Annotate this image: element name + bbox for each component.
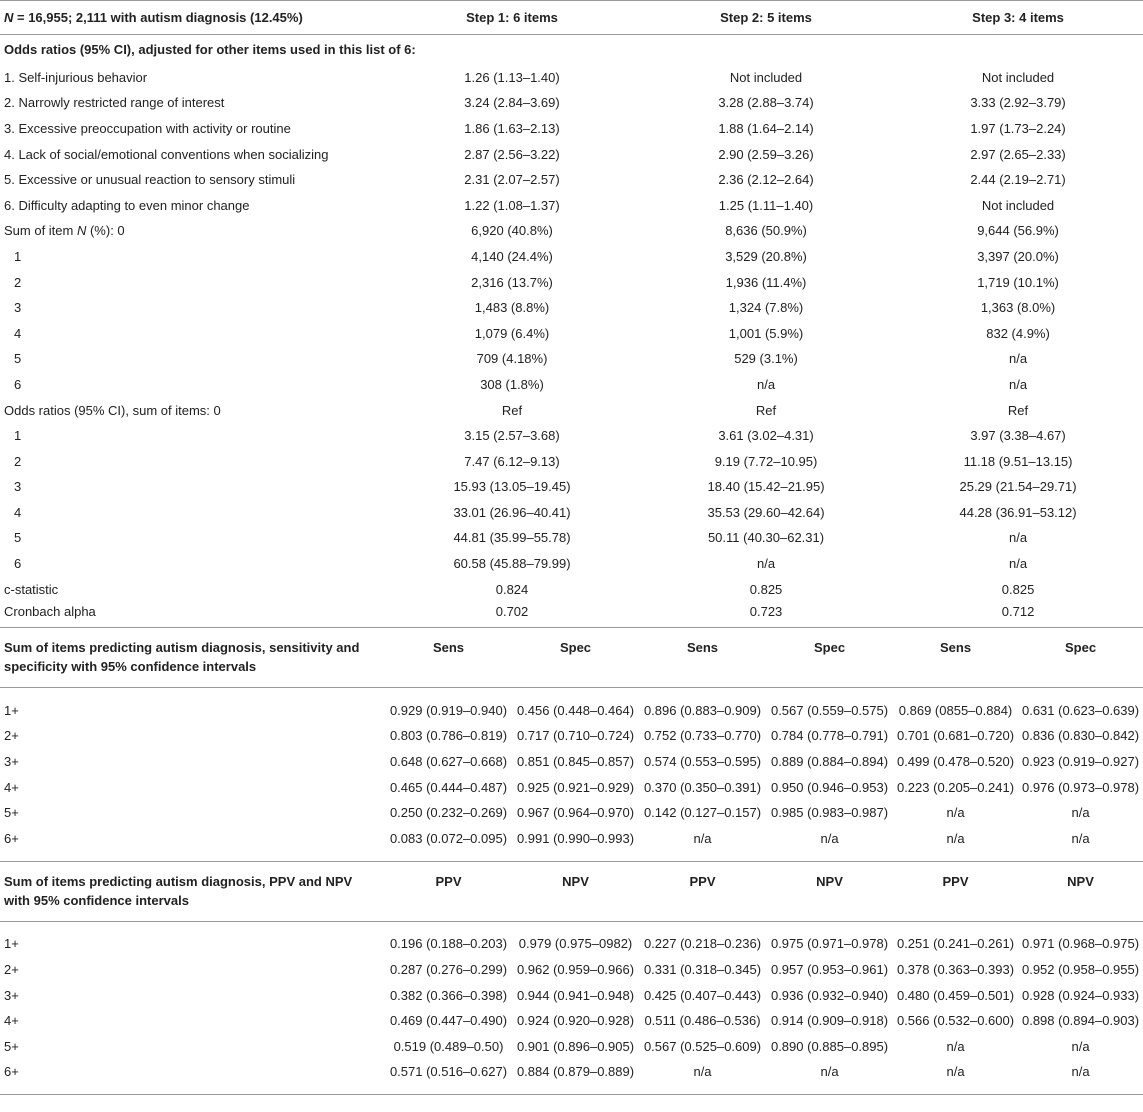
row-label: 4+: [4, 1013, 19, 1029]
cell-value: 0.648 (0.627–0.668): [389, 754, 508, 770]
cell-value: 0.574 (0.553–0.595): [643, 754, 762, 770]
section-end-line: [0, 851, 1143, 861]
cell-value: 0.971 (0.968–0.975): [1021, 936, 1140, 952]
spacer-row: [0, 688, 1143, 698]
row-label: 4: [14, 504, 22, 520]
row-label: 6. Difficulty adapting to even minor change: [4, 197, 250, 213]
column-header: PPV: [385, 861, 512, 921]
cell-value: 0.957 (0.953–0.961): [770, 962, 889, 978]
step2-value: 3,529 (20.8%): [725, 248, 807, 264]
cell-value: 0.456 (0.448–0.464): [516, 702, 635, 718]
cell-value: 0.901 (0.896–0.905): [516, 1038, 635, 1054]
column-header: Spec: [512, 628, 639, 688]
cell-value: 0.784 (0.778–0.791): [770, 728, 889, 744]
step2-value: 1,001 (5.9%): [728, 325, 804, 341]
cell-value: 0.227 (0.218–0.236): [643, 936, 762, 952]
step1-value: 308 (1.8%): [480, 376, 544, 392]
column-header: Spec: [1018, 628, 1143, 688]
cell-value: 0.991 (0.990–0.993): [516, 830, 635, 846]
cell-value: 0.896 (0.883–0.909): [643, 702, 762, 718]
item-row: [0, 167, 1143, 193]
item-row: [0, 116, 1143, 142]
row-label: 1+: [4, 702, 19, 718]
step3-value: 3.33 (2.92–3.79): [970, 95, 1066, 111]
cell-value: 0.851 (0.845–0.857): [516, 754, 635, 770]
cell-value: n/a: [1071, 1038, 1090, 1054]
cell-value: 0.923 (0.919–0.927): [1021, 754, 1140, 770]
step2-value: 35.53 (29.60–42.64): [707, 504, 825, 520]
cell-value: 0.952 (0.958–0.955): [1021, 962, 1140, 978]
cell-value: 0.567 (0.525–0.609): [643, 1038, 762, 1054]
step3-value: Not included: [981, 197, 1055, 213]
sum-n-row: [0, 372, 1143, 398]
step2-value: Ref: [755, 402, 777, 418]
ppv-npv-row: [0, 1059, 1143, 1085]
step2-value: 8,636 (50.9%): [725, 223, 807, 239]
step3-value: 2.44 (2.19–2.71): [970, 172, 1066, 188]
section-end-row: [0, 1085, 1143, 1095]
cell-value: 0.898 (0.894–0.903): [1021, 1013, 1140, 1029]
row-label: 3: [14, 300, 22, 316]
step3-value: 3.97 (3.38–4.67): [970, 428, 1066, 444]
cell-value: 0.631 (0.623–0.639): [1021, 702, 1140, 718]
step3-header: Step 3: 4 items: [893, 1, 1143, 35]
cell-value: n/a: [946, 805, 965, 821]
row-label: 6+: [4, 1064, 19, 1080]
step1-value: 2.31 (2.07–2.57): [464, 172, 560, 188]
step1-value: 2.87 (2.56–3.22): [464, 146, 560, 162]
step3-value: n/a: [1009, 351, 1028, 367]
or-sum-row: [0, 423, 1143, 449]
cell-value: 0.944 (0.941–0.948): [516, 987, 635, 1003]
step1-value: 1.86 (1.63–2.13): [464, 120, 560, 136]
cell-value: 0.142 (0.127–0.157): [643, 805, 762, 821]
step3-value: n/a: [1009, 530, 1028, 546]
cell-value: 0.985 (0.983–0.987): [770, 805, 889, 821]
step1-value: 0.824: [495, 581, 529, 597]
sens-spec-row: [0, 800, 1143, 826]
step2-value: 0.825: [749, 581, 783, 597]
step3-value: 0.712: [1001, 604, 1035, 620]
row-label: 2+: [4, 728, 19, 744]
step3-value: n/a: [1009, 556, 1028, 572]
cell-value: 0.511 (0.486–0.536): [644, 1013, 761, 1029]
row-label: 3+: [4, 987, 19, 1003]
cell-value: 0.962 (0.959–0.966): [516, 962, 635, 978]
cell-value: 0.752 (0.733–0.770): [643, 728, 762, 744]
ppv-npv-title: Sum of items predicting autism diagnosis, PPV and NPV with 95% confidence intervals: [0, 861, 385, 921]
cell-value: 0.287 (0.276–0.299): [389, 962, 508, 978]
odds-ratio-title: Odds ratios (95% CI), adjusted for other items used in this list of 6:: [4, 42, 416, 58]
cell-value: 0.425 (0.407–0.443): [643, 987, 762, 1003]
step1-value: 2,316 (13.7%): [471, 274, 553, 290]
stat-row: [0, 576, 1143, 602]
step1-value: 3.24 (2.84–3.69): [464, 95, 560, 111]
step2-value: 529 (3.1%): [734, 351, 798, 367]
step3-value: n/a: [1009, 376, 1028, 392]
cell-value: 0.884 (0.879–0.889): [516, 1064, 635, 1080]
or-sum-row: [0, 525, 1143, 551]
cell-value: 0.924 (0.920–0.928): [516, 1013, 635, 1029]
cell-value: 0.967 (0.964–0.970): [516, 805, 635, 821]
row-label: 3. Excessive preoccupation with activity or routine: [4, 120, 291, 136]
step3-value: Not included: [981, 69, 1055, 85]
sum-n-row: [0, 244, 1143, 270]
row-label: 5: [14, 530, 22, 546]
row-label: 1+: [4, 936, 19, 952]
ppv-npv-row: [0, 1008, 1143, 1034]
cell-value: 0.976 (0.973–0.978): [1021, 779, 1140, 795]
row-label: 5+: [4, 805, 19, 821]
sens-spec-row: [0, 723, 1143, 749]
step1-value: 4,140 (24.4%): [471, 248, 553, 264]
step3-value: 1,719 (10.1%): [977, 274, 1059, 290]
step3-value: 2.97 (2.65–2.33): [970, 146, 1066, 162]
row-label: 1: [14, 248, 22, 264]
cell-value: n/a: [946, 830, 965, 846]
row-label: 4. Lack of social/emotional conventions when socializing: [4, 146, 329, 162]
step3-value: 11.18 (9.51–13.15): [963, 453, 1073, 469]
sens-spec-row: [0, 774, 1143, 800]
cell-value: 0.701 (0.681–0.720): [896, 728, 1015, 744]
row-label: 4: [14, 325, 22, 341]
step2-value: 1.25 (1.11–1.40): [718, 197, 814, 213]
sens-spec-row: [0, 698, 1143, 724]
step1-value: 1.26 (1.13–1.40): [464, 69, 560, 85]
column-header: NPV: [1018, 861, 1143, 921]
step2-value: 1,936 (11.4%): [725, 274, 807, 290]
column-header: PPV: [639, 861, 766, 921]
or-sum-row: [0, 551, 1143, 577]
item-row: [0, 90, 1143, 116]
row-label: 6: [14, 376, 22, 392]
cell-value: 0.223 (0.205–0.241): [896, 779, 1015, 795]
step2-value: 1.88 (1.64–2.14): [718, 120, 814, 136]
cell-value: 0.889 (0.884–0.894): [770, 754, 889, 770]
step2-value: 18.40 (15.42–21.95): [707, 479, 825, 495]
step2-value: 0.723: [749, 604, 783, 620]
item-row: [0, 141, 1143, 167]
step3-value: 0.825: [1001, 581, 1035, 597]
step1-value: 1,483 (8.8%): [474, 300, 550, 316]
sum-n-row: [0, 295, 1143, 321]
cell-value: 0.196 (0.188–0.203): [389, 936, 508, 952]
step3-value: 1.97 (1.73–2.24): [970, 120, 1066, 136]
odds-ratio-title-row: [0, 35, 1143, 65]
row-label: 5. Excessive or unusual reaction to sensory stimuli: [4, 172, 296, 188]
sens-spec-row: [0, 749, 1143, 775]
cell-value: 0.717 (0.710–0.724): [516, 728, 635, 744]
ppv-npv-row: [0, 931, 1143, 957]
step1-value: 1,079 (6.4%): [474, 325, 550, 341]
cell-value: 0.979 (0.975–0982): [518, 936, 633, 952]
cell-value: 0.890 (0.885–0.895): [770, 1038, 889, 1054]
header-row: [0, 1, 1143, 35]
or-sum-row: [0, 474, 1143, 500]
ppv-npv-header-row: [0, 861, 1143, 921]
cell-value: 0.469 (0.447–0.490): [389, 1013, 508, 1029]
sample-size-header: N = 16,955; 2,111 with autism diagnosis (12.45%): [0, 1, 385, 35]
stat-row: [0, 602, 1143, 628]
step3-value: 44.28 (36.91–53.12): [959, 504, 1077, 520]
step3-value: 9,644 (56.9%): [977, 223, 1059, 239]
row-label: 3: [14, 479, 22, 495]
row-label: 3+: [4, 754, 19, 770]
row-label: 1: [14, 428, 22, 444]
step2-value: 9.19 (7.72–10.95): [714, 453, 818, 469]
cell-value: 0.567 (0.559–0.575): [770, 702, 889, 718]
step3-value: 3,397 (20.0%): [977, 248, 1059, 264]
row-label: 2: [14, 274, 22, 290]
row-label: Odds ratios (95% CI), sum of items: 0: [4, 402, 221, 418]
cell-value: n/a: [820, 1064, 839, 1080]
step1-value: 60.58 (45.88–79.99): [453, 556, 571, 572]
step2-value: n/a: [756, 556, 776, 572]
column-header: Sens: [639, 628, 766, 688]
cell-value: 0.251 (0.241–0.261): [896, 936, 1015, 952]
step2-value: 3.28 (2.88–3.74): [718, 95, 814, 111]
step3-value: 1,363 (8.0%): [980, 300, 1056, 316]
cell-value: 0.936 (0.932–0.940): [770, 987, 889, 1003]
cell-value: n/a: [1071, 805, 1090, 821]
cell-value: n/a: [693, 1064, 712, 1080]
step1-header: Step 1: 6 items: [385, 1, 639, 35]
section-end-row: [0, 851, 1143, 861]
step1-value: 1.22 (1.08–1.37): [464, 197, 560, 213]
sum-n-row: [0, 346, 1143, 372]
row-label: Cronbach alpha: [4, 604, 96, 620]
cell-value: 0.250 (0.232–0.269): [389, 805, 508, 821]
cell-value: 0.519 (0.489–0.50): [393, 1038, 504, 1054]
step2-value: 2.90 (2.59–3.26): [718, 146, 814, 162]
row-label: 2+: [4, 962, 19, 978]
row-label: 4+: [4, 779, 19, 795]
row-label: 6: [14, 556, 22, 572]
spacer-row: [0, 921, 1143, 931]
step1-value: Ref: [501, 402, 523, 418]
step1-value: 33.01 (26.96–40.41): [453, 504, 571, 520]
cell-value: 0.378 (0.363–0.393): [896, 962, 1015, 978]
cell-value: 0.083 (0.072–0.095): [389, 830, 508, 846]
step1-value: 0.702: [495, 604, 529, 620]
sum-n-row: [0, 320, 1143, 346]
cell-value: 0.803 (0.786–0.819): [389, 728, 508, 744]
cell-value: n/a: [946, 1064, 965, 1080]
row-label: 6+: [4, 830, 19, 846]
column-header: Spec: [766, 628, 893, 688]
sens-spec-title: Sum of items predicting autism diagnosis, sensitivity and specificity with 95% confidence intervals: [0, 628, 385, 688]
sum-n-row: [0, 269, 1143, 295]
cell-value: 0.929 (0.919–0.940): [389, 702, 508, 718]
or-sum-row: [0, 397, 1143, 423]
ppv-npv-row: [0, 982, 1143, 1008]
step3-value: Ref: [1007, 402, 1029, 418]
ppv-npv-row: [0, 957, 1143, 983]
cell-value: 0.928 (0.924–0.933): [1021, 987, 1140, 1003]
step3-value: 832 (4.9%): [986, 325, 1050, 341]
or-sum-row: [0, 448, 1143, 474]
step1-value: 709 (4.18%): [476, 351, 548, 367]
column-header: NPV: [766, 861, 893, 921]
step2-value: Not included: [729, 69, 803, 85]
sum-n-row: [0, 218, 1143, 244]
step2-value: 2.36 (2.12–2.64): [718, 172, 814, 188]
step1-value: 15.93 (13.05–19.45): [453, 479, 571, 495]
step1-value: 3.15 (2.57–3.68): [464, 428, 560, 444]
row-label: 5: [14, 351, 22, 367]
column-header: PPV: [893, 861, 1018, 921]
cell-value: 0.382 (0.366–0.398): [389, 987, 508, 1003]
column-header: Sens: [385, 628, 512, 688]
cell-value: 0.836 (0.830–0.842): [1021, 728, 1140, 744]
item-row: [0, 65, 1143, 91]
cell-value: n/a: [820, 830, 839, 846]
step3-value: 25.29 (21.54–29.71): [959, 479, 1077, 495]
step2-value: 1,324 (7.8%): [728, 300, 804, 316]
column-header: Sens: [893, 628, 1018, 688]
cell-value: n/a: [1071, 830, 1090, 846]
cell-value: n/a: [1071, 1064, 1090, 1080]
cell-value: 0.950 (0.946–0.953): [770, 779, 889, 795]
row-label: 1. Self-injurious behavior: [4, 69, 148, 85]
cell-value: n/a: [946, 1038, 965, 1054]
item-row: [0, 192, 1143, 218]
row-label: 5+: [4, 1038, 19, 1054]
row-label: c-statistic: [4, 581, 59, 597]
step2-value: n/a: [756, 376, 776, 392]
cell-value: 0.331 (0.318–0.345): [643, 962, 762, 978]
step2-value: 50.11 (40.30–62.31): [707, 530, 825, 546]
cell-value: 0.975 (0.971–0.978): [770, 936, 889, 952]
step2-value: 3.61 (3.02–4.31): [718, 428, 814, 444]
row-label: Sum of item N (%): 0: [4, 223, 125, 239]
or-sum-row: [0, 500, 1143, 526]
step2-header: Step 2: 5 items: [639, 1, 893, 35]
cell-value: n/a: [693, 830, 712, 846]
cell-value: 0.480 (0.459–0.501): [896, 987, 1015, 1003]
cell-value: 0.370 (0.350–0.391): [643, 779, 762, 795]
cell-value: 0.914 (0.909–0.918): [770, 1013, 889, 1029]
row-label: 2: [14, 453, 22, 469]
ppv-npv-row: [0, 1034, 1143, 1060]
step1-value: 6,920 (40.8%): [471, 223, 553, 239]
step1-value: 7.47 (6.12–9.13): [464, 453, 560, 469]
cell-value: 0.499 (0.478–0.520): [896, 754, 1015, 770]
column-header: NPV: [512, 861, 639, 921]
section-end-line: [0, 1085, 1143, 1095]
step1-value: 44.81 (35.99–55.78): [453, 530, 571, 546]
cell-value: 0.925 (0.921–0.929): [516, 779, 635, 795]
sens-spec-header-row: [0, 628, 1143, 688]
cell-value: 0.869 (0855–0.884): [898, 702, 1013, 718]
cell-value: 0.465 (0.444–0.487): [389, 779, 508, 795]
row-label: 2. Narrowly restricted range of interest: [4, 95, 225, 111]
sens-spec-row: [0, 826, 1143, 852]
cell-value: 0.571 (0.516–0.627): [389, 1064, 508, 1080]
cell-value: 0.566 (0.532–0.600): [896, 1013, 1015, 1029]
